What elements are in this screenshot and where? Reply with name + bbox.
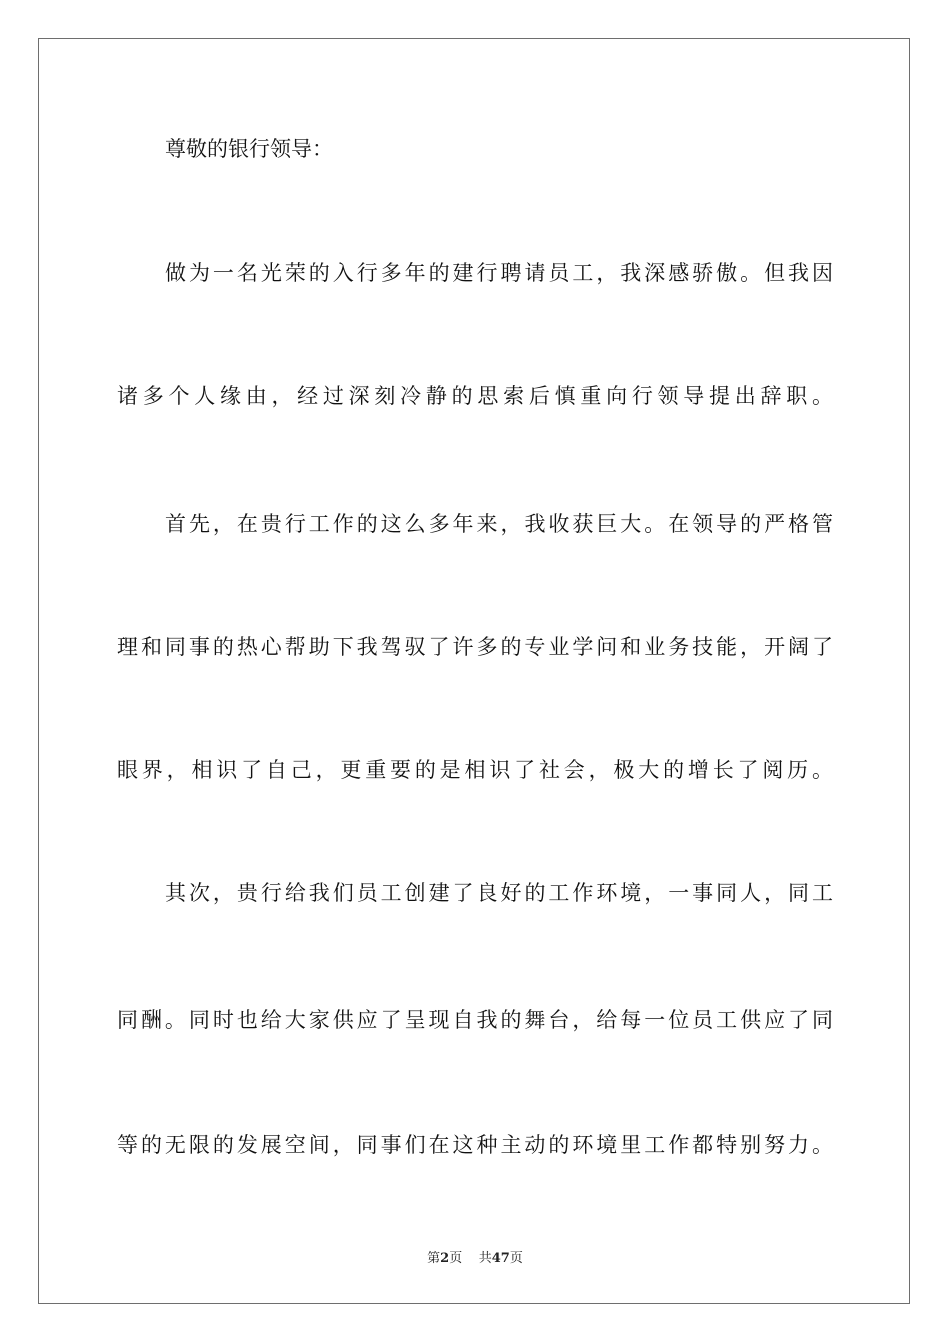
body-line: 诸多个人缘由，经过深刻冷静的思索后慎重向行领导提出辞职。 [117, 384, 833, 408]
page-footer [0, 1247, 950, 1266]
body-line: 其次，贵行给我们员工创建了良好的工作环境，一事同人，同工 [165, 881, 833, 905]
salutation-line: 尊敬的银行领导： [165, 137, 333, 161]
body-line: 首先，在贵行工作的这么多年来，我收获巨大。在领导的严格管 [165, 512, 833, 536]
body-line: 眼界，相识了自己，更重要的是相识了社会，极大的增长了阅历。 [117, 758, 833, 782]
footer-page-prefix: 第 [427, 1251, 441, 1266]
footer-total-suffix: 页 [509, 1251, 523, 1266]
footer-page-suffix: 页 [449, 1251, 463, 1266]
body-line: 同酬。同时也给大家供应了呈现自我的舞台，给每一位员工供应了同 [117, 1008, 833, 1032]
page-border [38, 38, 910, 1304]
footer-total-prefix: 共 [478, 1251, 492, 1266]
body-line: 理和同事的热心帮助下我驾驭了许多的专业学问和业务技能，开阔了 [117, 635, 833, 659]
body-line: 做为一名光荣的入行多年的建行聘请员工，我深感骄傲。但我因 [165, 261, 833, 285]
body-line: 等的无限的发展空间，同事们在这种主动的环境里工作都特别努力。 [117, 1133, 833, 1157]
footer-total-pages: 47 [491, 1251, 510, 1266]
footer-page-number: 2 [440, 1251, 450, 1266]
